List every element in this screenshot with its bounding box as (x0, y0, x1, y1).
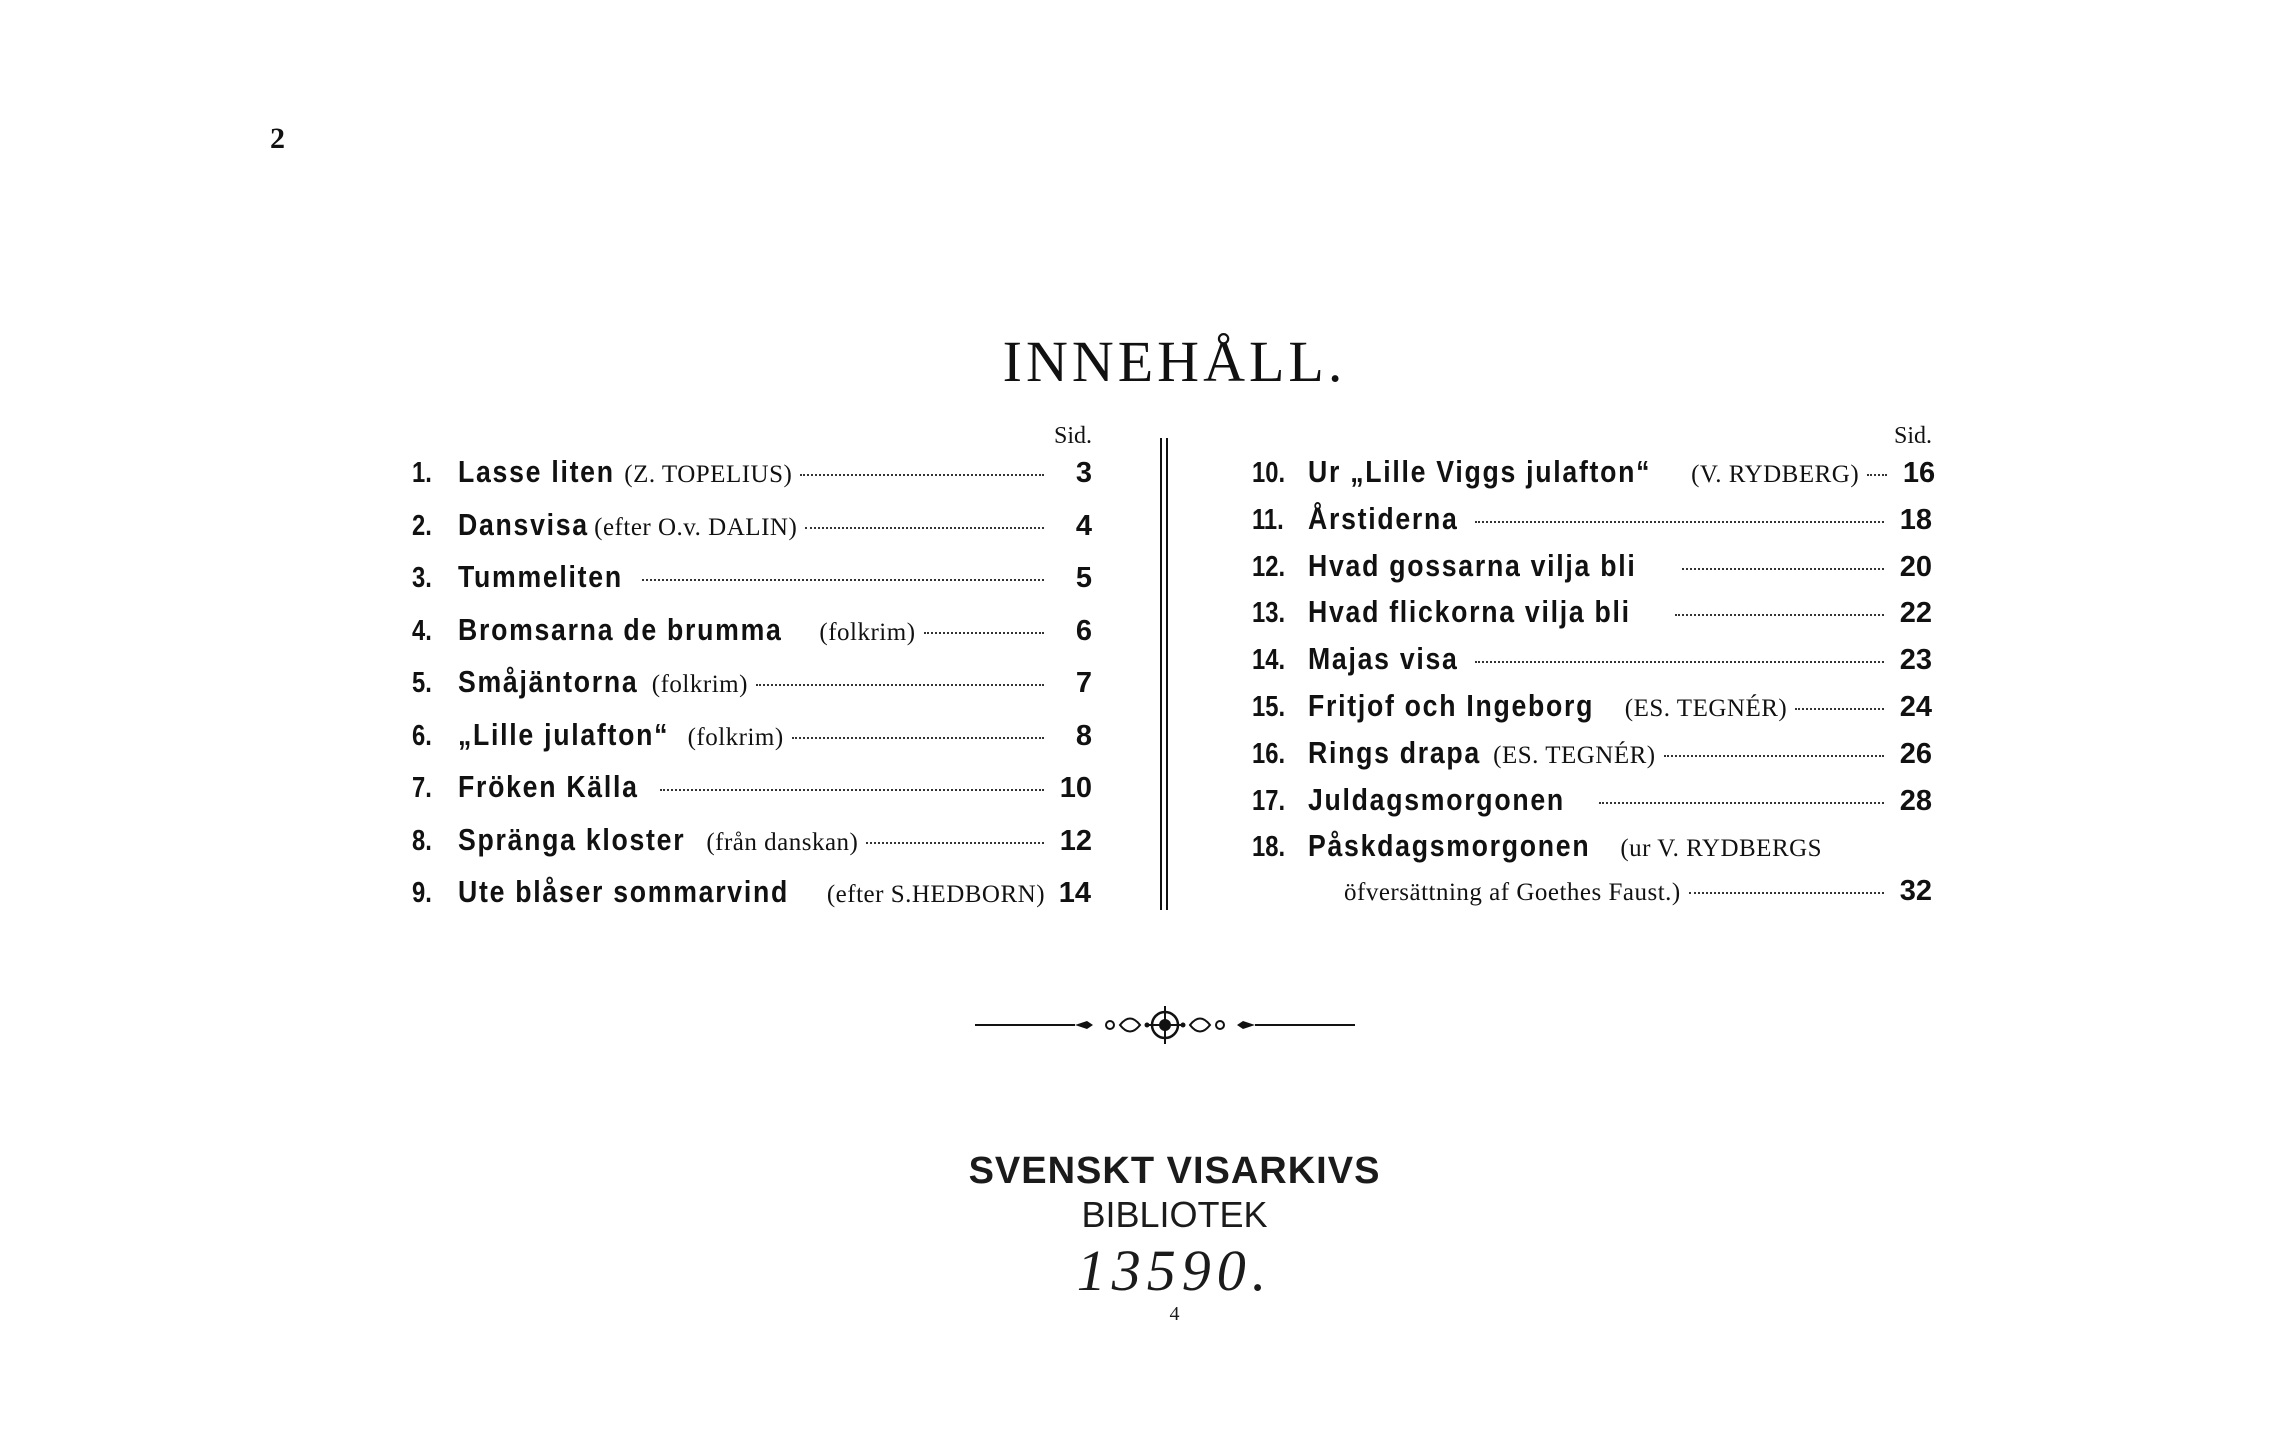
entry-author: (ES. TEGNÉR) (1493, 741, 1656, 769)
entry-title: Hvad flickorna vilja bli (1308, 594, 1631, 630)
entry-page: 18 (1899, 503, 1932, 536)
dot-leader (1475, 661, 1884, 663)
entry-author-continuation: öfversättning af Goethes Faust.) (1344, 879, 1681, 907)
entry-page: 26 (1899, 737, 1932, 770)
entry-title: Ur „Lille Viggs julafton“ (1308, 454, 1652, 489)
entry-number: 16. (1252, 737, 1286, 770)
entry-title: Påskdagsmorgonen (1308, 828, 1591, 864)
dot-leader (800, 474, 1044, 476)
entry-page: 8 (1075, 719, 1092, 752)
entry-number: 8. (412, 824, 432, 857)
entry-title: Rings drapa (1308, 734, 1481, 770)
stamp-small-number: 4 (1169, 1303, 1180, 1325)
toc-left-column (412, 418, 1092, 927)
dot-leader (1599, 802, 1884, 804)
dot-leader (1867, 474, 1887, 476)
entry-author: (folkrim) (687, 723, 784, 751)
library-stamp (0, 1148, 2279, 1324)
dot-leader (866, 842, 1044, 844)
entry-number: 10. (1252, 457, 1286, 489)
entry-number: 7. (412, 772, 432, 804)
dot-leader (1675, 614, 1884, 616)
dot-leader (1795, 708, 1884, 710)
entry-page: 24 (1899, 690, 1932, 723)
entry-number: 14. (1252, 644, 1286, 677)
page-number: 2 (270, 122, 285, 155)
toc-entry (1252, 594, 1932, 641)
sid-label-right: Sid. (1893, 423, 1932, 449)
entry-number: 3. (412, 562, 432, 594)
entry-title: Spränga kloster (458, 821, 686, 857)
toc-entry (412, 717, 1092, 770)
entry-page: 23 (1899, 644, 1932, 677)
toc-entry-continuation (1252, 875, 1932, 921)
entry-title: Hvad gossarna vilja bli (1308, 547, 1637, 583)
entry-title: Tummeliten (458, 559, 623, 594)
entry-title: „Lille julafton“ (458, 716, 670, 752)
toc-entry (1252, 782, 1932, 829)
toc-entry (412, 612, 1092, 665)
entry-page: 5 (1075, 562, 1092, 594)
entry-title: Ute blåser sommarvind (458, 874, 789, 909)
entry-author: (folkrim) (819, 618, 916, 646)
entry-author: (efter S.HEDBORN) (826, 881, 1046, 908)
entry-page: 16 (1902, 457, 1936, 489)
entry-number: 18. (1252, 831, 1286, 864)
dot-leader (1689, 892, 1884, 894)
entry-page: 28 (1899, 784, 1932, 817)
toc-entry (412, 874, 1092, 927)
entry-number: 5. (412, 667, 432, 699)
page-title: INNEHÅLL. (1002, 329, 1347, 394)
entry-author: (från danskan) (706, 828, 859, 856)
column-divider (1160, 438, 1168, 910)
toc-entry (1252, 735, 1932, 782)
entry-number: 17. (1252, 784, 1286, 817)
entry-page: 10 (1059, 772, 1092, 804)
entry-author: (Z. TOPELIUS) (624, 461, 793, 488)
entry-title: Dansvisa (458, 506, 589, 542)
entry-title: Fritjof och Ingeborg (1308, 687, 1595, 723)
entry-page: 32 (1899, 875, 1932, 908)
entry-title: Småjäntorna (458, 664, 639, 699)
toc-entry (1252, 641, 1932, 688)
entry-number: 15. (1252, 690, 1286, 723)
entry-number: 12. (1252, 550, 1286, 583)
stamp-line-2: BIBLIOTEK (1081, 1194, 1268, 1235)
entry-author: (ES. TEGNÉR) (1624, 694, 1788, 722)
dot-leader (1475, 521, 1884, 523)
entry-page: 12 (1059, 824, 1092, 857)
toc-right-column (1252, 418, 1936, 921)
entry-title: Bromsarna de brumma (458, 611, 783, 647)
entry-author: (ur V. RYDBERGS (1620, 835, 1823, 863)
toc-entry (412, 769, 1092, 822)
entry-number: 6. (412, 719, 432, 752)
dot-leader (642, 579, 1044, 581)
entry-page: 6 (1075, 614, 1092, 647)
dot-leader (1664, 755, 1884, 757)
entry-author: (efter O.v. DALIN) (594, 513, 798, 541)
dot-leader (1682, 568, 1884, 570)
dot-leader (924, 632, 1044, 634)
toc-entry (412, 822, 1092, 875)
entry-number: 9. (412, 877, 432, 909)
toc-entry (1252, 548, 1932, 595)
entry-title: Majas visa (1308, 641, 1459, 677)
entry-title: Fröken Källa (458, 769, 639, 804)
toc-entry (1252, 454, 1936, 501)
entry-page: 14 (1058, 877, 1092, 909)
toc-entry (1252, 828, 1932, 875)
toc-entry (1252, 501, 1932, 548)
toc-entry (412, 559, 1092, 612)
entry-number: 2. (412, 509, 432, 542)
entry-page: 20 (1899, 550, 1932, 583)
entry-author: (V. RYDBERG) (1691, 461, 1860, 488)
entry-page: 22 (1899, 597, 1932, 630)
dot-leader (792, 737, 1044, 739)
dot-leader (756, 684, 1044, 686)
entry-number: 13. (1252, 597, 1286, 630)
dot-leader (805, 527, 1044, 529)
entry-page: 4 (1075, 509, 1092, 542)
entry-page: 3 (1075, 457, 1092, 489)
entry-title: Lasse liten (458, 454, 615, 489)
entry-title: Juldagsmorgonen (1308, 781, 1565, 817)
entry-number: 1. (412, 457, 432, 489)
stamp-line-1: SVENSKT VISARKIVS (968, 1150, 1381, 1192)
entry-number: 4. (412, 614, 432, 647)
entry-title: Årstiderna (1308, 500, 1459, 536)
dot-leader (660, 789, 1044, 791)
toc-entry (412, 507, 1092, 560)
entry-number: 11. (1252, 503, 1284, 536)
sid-label-left: Sid. (1053, 423, 1092, 449)
entry-author: (folkrim) (651, 671, 748, 698)
entry-page: 7 (1075, 667, 1092, 699)
stamp-handwritten-number: 13590. (1076, 1238, 1273, 1303)
toc-entry (412, 664, 1092, 717)
toc-entry (1252, 688, 1932, 735)
ornament-divider (975, 1000, 1355, 1050)
toc-entry (412, 454, 1092, 507)
